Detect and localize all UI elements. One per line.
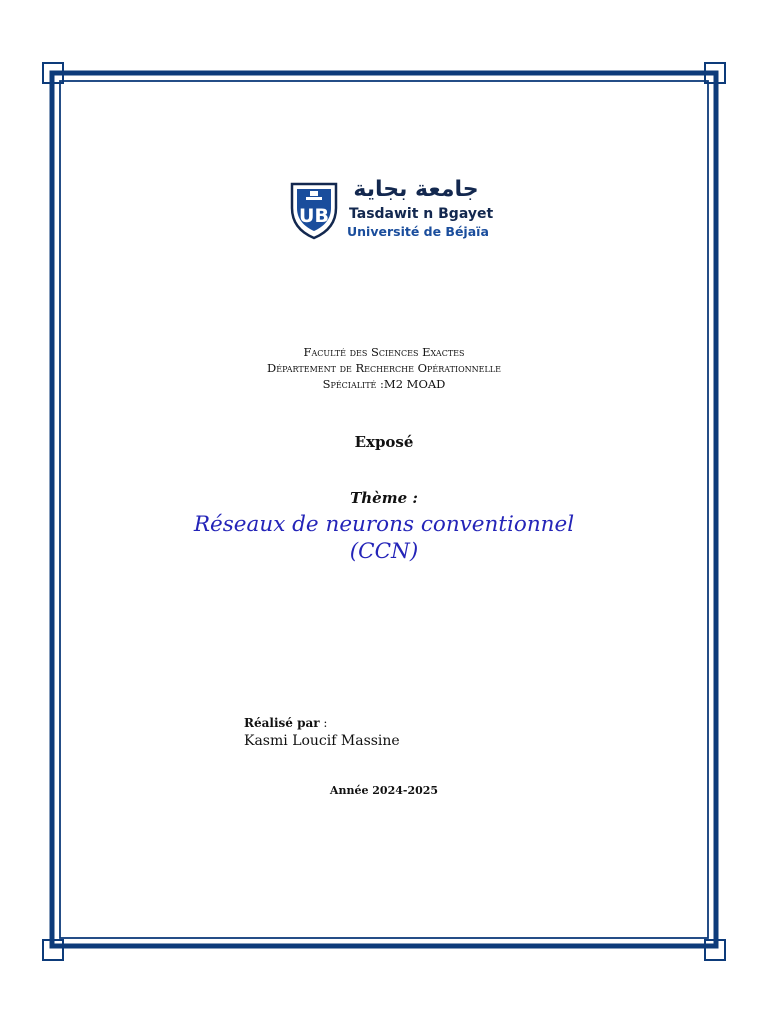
academic-year: Année 2024-2025 <box>329 784 439 797</box>
specialty-name: Spécialité :M2 MOAD <box>322 377 446 391</box>
theme-label: Thème : <box>350 489 418 507</box>
university-name-french: Université de Béjaïa <box>347 224 489 239</box>
university-logo <box>288 177 494 244</box>
university-name-arabic: جامعة بجاية <box>353 177 479 202</box>
theme-title-line-2: (CCN) <box>349 539 419 564</box>
author-label <box>244 715 400 731</box>
shield-letters: UB <box>299 205 329 227</box>
author-block <box>244 715 400 751</box>
author-label-text: Réalisé par <box>244 716 320 730</box>
theme-title <box>0 511 768 565</box>
department-name: Département de Recherche Opérationnelle <box>267 361 501 375</box>
institution-block <box>0 344 768 392</box>
author-label-suffix: : <box>319 716 328 730</box>
university-shield-icon <box>288 178 340 240</box>
theme-title-line-1: Réseaux de neurons conventionnel <box>193 512 575 537</box>
faculty-name: Faculté des Sciences Exactes <box>303 345 465 359</box>
university-name-kabyle: Tasdawit n Bgayet <box>349 206 494 222</box>
author-name: Kasmi Loucif Massine <box>244 733 400 749</box>
document-type: Exposé <box>354 433 414 451</box>
